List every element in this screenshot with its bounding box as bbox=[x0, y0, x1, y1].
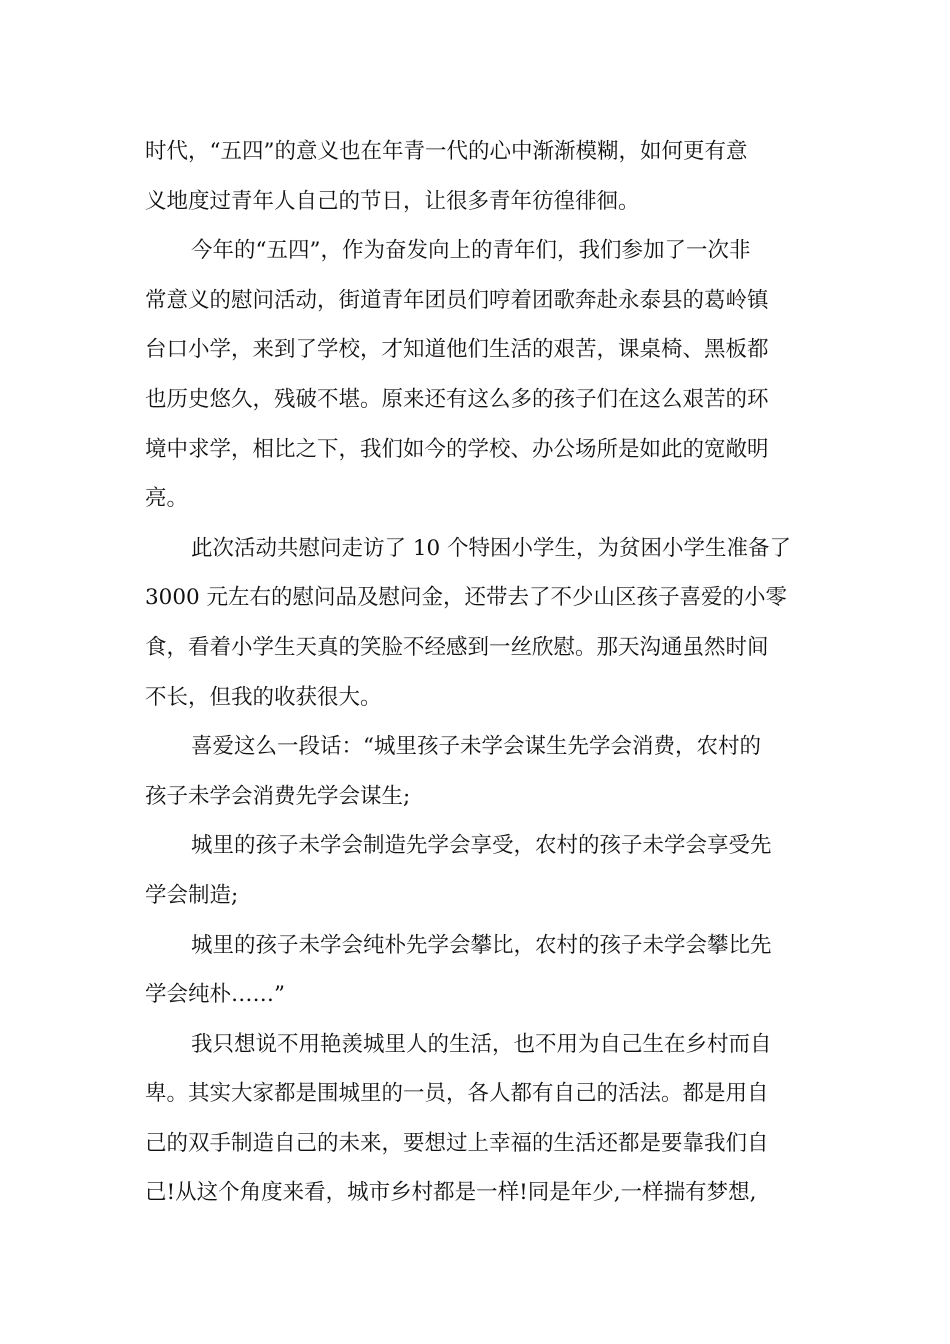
paragraph-7 bbox=[145, 1020, 805, 1218]
paragraph-5 bbox=[145, 821, 805, 920]
text-line: 不长，但我的收获很大。 bbox=[145, 684, 382, 710]
text-line: 今年的“五四”，作为奋发向上的青年们，我们参加了一次非 bbox=[191, 238, 751, 264]
paragraph-3 bbox=[145, 524, 805, 722]
paragraph-6 bbox=[145, 921, 805, 1020]
text-line: 卑。其实大家都是围城里的一员，各人都有自己的活法。都是用自 bbox=[145, 1081, 769, 1107]
text-line: 台口小学，来到了学校，才知道他们生活的艰苦，课桌椅、黑板都 bbox=[145, 337, 769, 363]
text-line: 己的双手制造自己的未来，要想过上幸福的生活还都是要靠我们自 bbox=[145, 1130, 769, 1156]
text-line: 义地度过青年人自己的节日，让很多青年彷徨徘徊。 bbox=[145, 188, 640, 214]
paragraph-2 bbox=[145, 226, 805, 524]
text-line: 学会制造; bbox=[145, 882, 239, 908]
text-line: 孩子未学会消费先学会谋生; bbox=[145, 783, 411, 809]
paragraph-4 bbox=[145, 722, 805, 821]
text-line: 喜爱这么一段话：“城里孩子未学会谋生先学会消费，农村的 bbox=[191, 734, 761, 760]
text-line: 此次活动共慰问走访了 10 个特困小学生，为贫困小学生准备了 bbox=[191, 535, 792, 561]
paragraph-1 bbox=[145, 127, 805, 226]
text-line: 食，看着小学生天真的笑脸不经感到一丝欣慰。那天沟通虽然时间 bbox=[145, 634, 769, 660]
text-line: 我只想说不用艳羡城里人的生活，也不用为自己生在乡村而自 bbox=[191, 1031, 772, 1057]
text-line: 时代，“五四”的意义也在年青一代的心中渐渐模糊，如何更有意 bbox=[145, 139, 748, 164]
text-line: 3000 元左右的慰问品及慰问金，还带去了不少山区孩子喜爱的小零 bbox=[145, 585, 788, 611]
text-line: 城里的孩子未学会纯朴先学会攀比，农村的孩子未学会攀比先 bbox=[191, 932, 772, 958]
text-line: 亮。 bbox=[145, 486, 189, 512]
text-line: 学会纯朴……” bbox=[145, 982, 285, 1008]
text-line: 境中求学，相比之下，我们如今的学校、办公场所是如此的宽敞明 bbox=[145, 436, 769, 462]
text-line: 城里的孩子未学会制造先学会享受，农村的孩子未学会享受先 bbox=[191, 833, 772, 859]
text-line: 己!从这个角度来看，城市乡村都是一样!同是年少,一样揣有梦想, bbox=[145, 1180, 757, 1206]
text-line: 常意义的慰问活动，街道青年团员们哼着团歌奔赴永泰县的葛岭镇 bbox=[145, 287, 769, 313]
text-line: 也历史悠久，残破不堪。原来还有这么多的孩子们在这么艰苦的环 bbox=[145, 386, 769, 412]
document-body bbox=[145, 127, 805, 1218]
